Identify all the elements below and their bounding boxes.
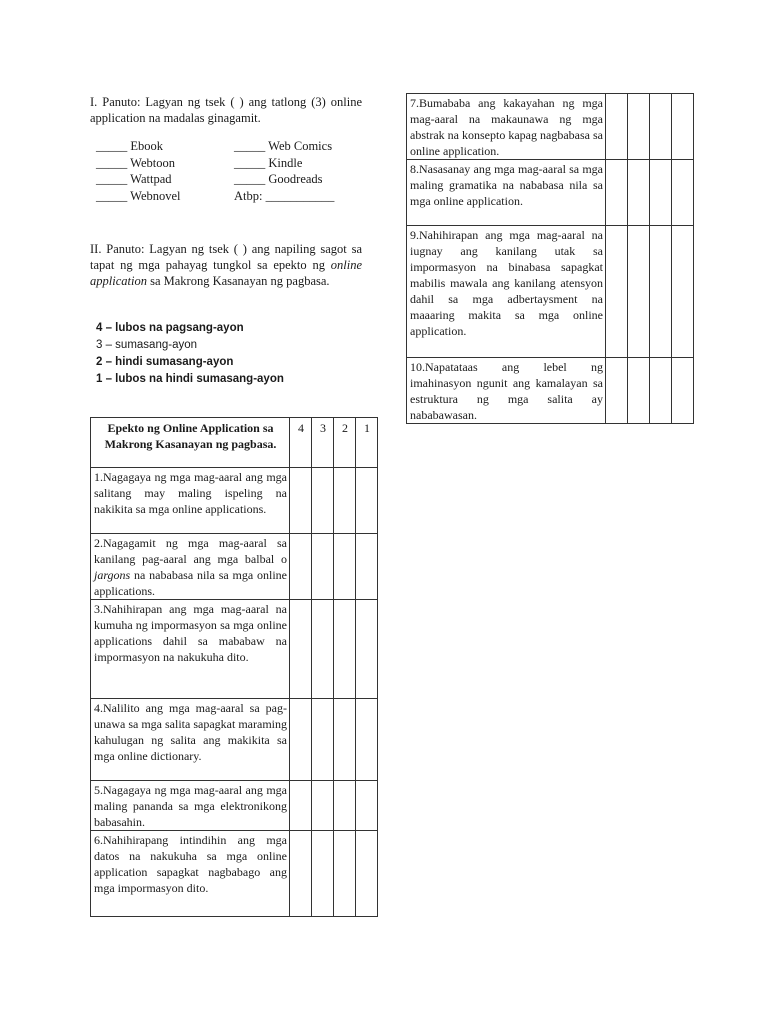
table-row xyxy=(407,160,694,226)
checkbox-cell-2-3[interactable] xyxy=(312,534,334,600)
table-row xyxy=(91,831,378,917)
option-kindle[interactable]: _____ Kindle xyxy=(234,155,303,170)
checkbox-cell-10-4[interactable] xyxy=(606,358,628,424)
checkbox-cell-3-3[interactable] xyxy=(312,600,334,699)
survey-table-right xyxy=(406,93,694,424)
scale-3: 3 – sumasang-ayon xyxy=(96,339,198,351)
statement-2-after: na nababasa nila sa mga online applications. xyxy=(94,568,288,598)
checkbox-cell-6-1[interactable] xyxy=(356,831,378,917)
checkbox-cell-8-1[interactable] xyxy=(672,160,694,226)
scale-4: 4 – lubos na pagsang-ayon xyxy=(96,322,244,334)
checkbox-cell-7-1[interactable] xyxy=(672,94,694,160)
part2-instruction xyxy=(90,241,362,289)
option-atbp[interactable]: Atbp: ___________ xyxy=(234,188,335,203)
scale-1: 1 – lubos na hindi sumasang-ayon xyxy=(96,373,284,385)
scale-2: 2 – hindi sumasang-ayon xyxy=(96,356,234,368)
statement-10: 10.Napatataas ang lebel ng imahinasyon ngunit ang kamalayan sa estruktura ng mga salita ay nababawasan. xyxy=(407,358,606,424)
checkbox-cell-4-4[interactable] xyxy=(290,699,312,781)
checkbox-cell-2-1[interactable] xyxy=(356,534,378,600)
column-header-4: 4 xyxy=(290,418,312,468)
checkbox-cell-1-3[interactable] xyxy=(312,468,334,534)
part2-instruction-before: II. Panuto: Lagyan ng tsek ( ) ang napiling sagot sa tapat ng mga pahayag tungkol sa epekto ng xyxy=(90,242,362,272)
option-web-comics[interactable]: _____ Web Comics xyxy=(234,139,333,153)
part2-instruction-italic: online application xyxy=(90,258,362,288)
table-row xyxy=(407,94,694,160)
checkbox-cell-8-4[interactable] xyxy=(606,160,628,226)
table-row xyxy=(91,468,378,534)
checkbox-cell-7-3[interactable] xyxy=(628,94,650,160)
part2-instruction-after: sa Makrong Kasanayan ng pagbasa. xyxy=(150,274,330,288)
table-row xyxy=(91,699,378,781)
checkbox-cell-4-3[interactable] xyxy=(312,699,334,781)
table-header-row xyxy=(91,418,378,468)
option-wattpad[interactable]: _____ Wattpad xyxy=(96,172,172,186)
statement-2-italic: jargons xyxy=(94,568,131,582)
checkbox-cell-1-2[interactable] xyxy=(334,468,356,534)
checkbox-cell-3-2[interactable] xyxy=(334,600,356,699)
rating-scale-legend xyxy=(96,320,284,388)
checkbox-cell-7-4[interactable] xyxy=(606,94,628,160)
checkbox-cell-5-1[interactable] xyxy=(356,781,378,831)
statement-3: 3.Nahihirapan ang mga mag-aaral na kumuha ng impormasyon sa mga online applications dahil sa mababaw na impormasyon na nakukuha dito. xyxy=(91,600,290,699)
checkbox-cell-2-4[interactable] xyxy=(290,534,312,600)
checkbox-cell-8-3[interactable] xyxy=(628,160,650,226)
column-header-1: 1 xyxy=(356,418,378,468)
option-webtoon[interactable]: _____ Webtoon xyxy=(96,155,175,170)
checkbox-cell-5-3[interactable] xyxy=(312,781,334,831)
checkbox-cell-2-2[interactable] xyxy=(334,534,356,600)
checkbox-cell-5-4[interactable] xyxy=(290,781,312,831)
checkbox-cell-3-1[interactable] xyxy=(356,600,378,699)
statement-7: 7.Bumababa ang kakayahan ng mga mag-aaral na makaunawa ng mga abstrak na konsepto kapag nagbabasa sa online application. xyxy=(407,94,606,160)
table-row xyxy=(407,226,694,358)
statement-4: 4.Nalilito ang mga mag-aaral sa pag-unawa sa mga salita sapagkat maraming kahulugan ng salita ang makikita sa mga online dictionary. xyxy=(91,699,290,781)
checkbox-cell-7-2[interactable] xyxy=(650,94,672,160)
option-ebook[interactable]: _____ Ebook xyxy=(96,139,164,153)
checkbox-cell-10-3[interactable] xyxy=(628,358,650,424)
checkbox-cell-9-1[interactable] xyxy=(672,226,694,358)
checkbox-cell-8-2[interactable] xyxy=(650,160,672,226)
table-row xyxy=(407,358,694,424)
statement-2 xyxy=(91,534,290,600)
column-header-2: 2 xyxy=(334,418,356,468)
checkbox-cell-9-3[interactable] xyxy=(628,226,650,358)
checkbox-cell-6-4[interactable] xyxy=(290,831,312,917)
checkbox-cell-4-1[interactable] xyxy=(356,699,378,781)
table-row xyxy=(91,600,378,699)
statement-2-before: 2.Nagagamit ng mga mag-aaral sa kanilang pag-aaral ang mga balbal o xyxy=(94,536,287,566)
checkbox-cell-6-2[interactable] xyxy=(334,831,356,917)
statement-6: 6.Nahihirapang intindihin ang mga datos na nakukuha sa mga online application sapagkat nagbabago ang mga impormasyon dito. xyxy=(91,831,290,917)
survey-table-left xyxy=(90,417,378,917)
checkbox-cell-9-2[interactable] xyxy=(650,226,672,358)
statement-9: 9.Nahihirapan ang mga mag-aaral na iugnay ang kanilang utak sa impormasyon na binabasa sapagkat mabilis mawala ang kanilang atensyon dahil sa mga adbertaysment na maaaring makita sa mga online application. xyxy=(407,226,606,358)
column-header-3: 3 xyxy=(312,418,334,468)
checkbox-cell-1-1[interactable] xyxy=(356,468,378,534)
option-goodreads[interactable]: _____ Goodreads xyxy=(234,172,323,186)
part1-options-right xyxy=(234,138,334,204)
table-row xyxy=(91,534,378,600)
statement-5: 5.Nagagaya ng mga mag-aaral ang mga maling pananda sa mga elektronikong babasahin. xyxy=(91,781,290,831)
statement-8: 8.Nasasanay ang mga mag-aaral sa mga maling gramatika na nababasa nila sa mga online application. xyxy=(407,160,606,226)
checkbox-cell-6-3[interactable] xyxy=(312,831,334,917)
checkbox-cell-9-4[interactable] xyxy=(606,226,628,358)
part1-options-left xyxy=(96,138,181,204)
checkbox-cell-1-4[interactable] xyxy=(290,468,312,534)
option-webnovel[interactable]: _____ Webnovel xyxy=(96,188,181,203)
table-header: Epekto ng Online Application sa Makrong Kasanayan ng pagbasa. xyxy=(91,418,290,468)
checkbox-cell-10-1[interactable] xyxy=(672,358,694,424)
checkbox-cell-4-2[interactable] xyxy=(334,699,356,781)
table-row xyxy=(91,781,378,831)
checkbox-cell-5-2[interactable] xyxy=(334,781,356,831)
checkbox-cell-3-4[interactable] xyxy=(290,600,312,699)
statement-1: 1.Nagagaya ng mga mag-aaral ang mga salitang may maling ispeling na nakikita sa mga online applications. xyxy=(91,468,290,534)
checkbox-cell-10-2[interactable] xyxy=(650,358,672,424)
part1-instruction: I. Panuto: Lagyan ng tsek ( ) ang tatlong (3) online application na madalas ginagamit. xyxy=(90,95,362,125)
